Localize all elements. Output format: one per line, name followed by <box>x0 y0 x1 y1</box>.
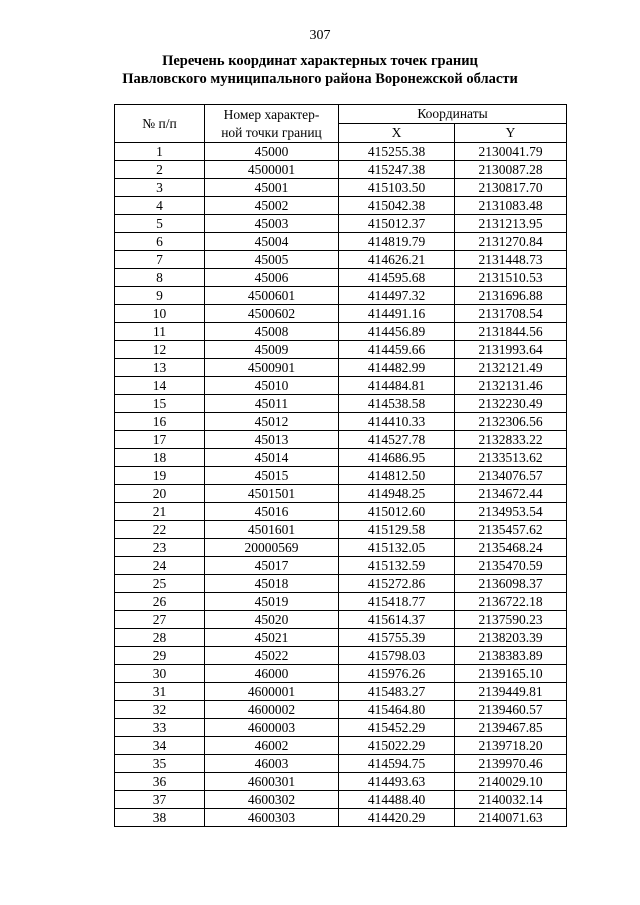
table-row <box>115 539 567 557</box>
page-number: 307 <box>309 28 331 43</box>
table-row <box>115 503 567 521</box>
document-title-line-1: Перечень координат характерных точек границ <box>162 53 478 69</box>
cell-y-coordinate: 2134076.57 <box>455 467 567 485</box>
cell-x-coordinate: 414482.99 <box>339 359 455 377</box>
cell-x-coordinate: 415452.29 <box>339 719 455 737</box>
column-header-point-line-2: ной точки границ <box>221 124 322 140</box>
cell-x-coordinate: 414420.29 <box>339 809 455 827</box>
cell-point-number: 45005 <box>205 251 339 269</box>
document-title-line-2: Павловского муниципального района Воронежской области <box>122 71 518 87</box>
cell-y-coordinate: 2131510.53 <box>455 269 567 287</box>
table-row <box>115 431 567 449</box>
cell-point-number: 46002 <box>205 737 339 755</box>
cell-x-coordinate: 415042.38 <box>339 197 455 215</box>
cell-row-number: 28 <box>115 629 205 647</box>
cell-x-coordinate: 414484.81 <box>339 377 455 395</box>
table-row <box>115 449 567 467</box>
table-row <box>115 575 567 593</box>
cell-y-coordinate: 2139970.46 <box>455 755 567 773</box>
cell-x-coordinate: 414538.58 <box>339 395 455 413</box>
cell-y-coordinate: 2135457.62 <box>455 521 567 539</box>
cell-x-coordinate: 415247.38 <box>339 161 455 179</box>
cell-point-number: 45001 <box>205 179 339 197</box>
cell-x-coordinate: 414493.63 <box>339 773 455 791</box>
cell-point-number: 4600003 <box>205 719 339 737</box>
cell-x-coordinate: 414686.95 <box>339 449 455 467</box>
cell-point-number: 20000569 <box>205 539 339 557</box>
cell-point-number: 45011 <box>205 395 339 413</box>
cell-point-number: 4501601 <box>205 521 339 539</box>
cell-row-number: 1 <box>115 143 205 161</box>
cell-point-number: 4500901 <box>205 359 339 377</box>
cell-point-number: 45006 <box>205 269 339 287</box>
cell-row-number: 18 <box>115 449 205 467</box>
table-row <box>115 215 567 233</box>
cell-row-number: 25 <box>115 575 205 593</box>
cell-y-coordinate: 2134953.54 <box>455 503 567 521</box>
table-row <box>115 233 567 251</box>
table-row <box>115 413 567 431</box>
column-header-y: Y <box>455 124 567 143</box>
cell-point-number: 45022 <box>205 647 339 665</box>
cell-point-number: 45018 <box>205 575 339 593</box>
cell-x-coordinate: 415614.37 <box>339 611 455 629</box>
cell-y-coordinate: 2135470.59 <box>455 557 567 575</box>
cell-x-coordinate: 415798.03 <box>339 647 455 665</box>
cell-row-number: 7 <box>115 251 205 269</box>
table-row <box>115 629 567 647</box>
cell-y-coordinate: 2131696.88 <box>455 287 567 305</box>
cell-y-coordinate: 2138203.39 <box>455 629 567 647</box>
cell-x-coordinate: 415132.05 <box>339 539 455 557</box>
cell-point-number: 4500001 <box>205 161 339 179</box>
cell-row-number: 11 <box>115 323 205 341</box>
cell-row-number: 10 <box>115 305 205 323</box>
cell-row-number: 4 <box>115 197 205 215</box>
cell-point-number: 45016 <box>205 503 339 521</box>
table-row <box>115 179 567 197</box>
cell-y-coordinate: 2130087.28 <box>455 161 567 179</box>
table-row <box>115 665 567 683</box>
cell-y-coordinate: 2139449.81 <box>455 683 567 701</box>
table-row <box>115 773 567 791</box>
cell-row-number: 36 <box>115 773 205 791</box>
cell-row-number: 35 <box>115 755 205 773</box>
cell-point-number: 45003 <box>205 215 339 233</box>
cell-point-number: 45021 <box>205 629 339 647</box>
table-row <box>115 485 567 503</box>
table-row <box>115 197 567 215</box>
cell-x-coordinate: 415022.29 <box>339 737 455 755</box>
table-row <box>115 647 567 665</box>
cell-point-number: 4600302 <box>205 791 339 809</box>
table-row <box>115 791 567 809</box>
cell-x-coordinate: 415132.59 <box>339 557 455 575</box>
cell-x-coordinate: 415129.58 <box>339 521 455 539</box>
cell-row-number: 9 <box>115 287 205 305</box>
table-row <box>115 719 567 737</box>
cell-row-number: 27 <box>115 611 205 629</box>
cell-y-coordinate: 2138383.89 <box>455 647 567 665</box>
table-row <box>115 521 567 539</box>
cell-y-coordinate: 2131213.95 <box>455 215 567 233</box>
table-row <box>115 701 567 719</box>
cell-x-coordinate: 414626.21 <box>339 251 455 269</box>
cell-row-number: 20 <box>115 485 205 503</box>
table-row <box>115 305 567 323</box>
cell-y-coordinate: 2131844.56 <box>455 323 567 341</box>
cell-row-number: 2 <box>115 161 205 179</box>
cell-x-coordinate: 414410.33 <box>339 413 455 431</box>
table-row <box>115 251 567 269</box>
cell-row-number: 31 <box>115 683 205 701</box>
cell-y-coordinate: 2131993.64 <box>455 341 567 359</box>
cell-x-coordinate: 414497.32 <box>339 287 455 305</box>
cell-row-number: 34 <box>115 737 205 755</box>
cell-point-number: 45008 <box>205 323 339 341</box>
cell-y-coordinate: 2136722.18 <box>455 593 567 611</box>
cell-x-coordinate: 415012.60 <box>339 503 455 521</box>
cell-y-coordinate: 2131448.73 <box>455 251 567 269</box>
cell-y-coordinate: 2139460.57 <box>455 701 567 719</box>
cell-point-number: 45019 <box>205 593 339 611</box>
column-header-point-line-1: Номер характер- <box>223 106 320 122</box>
cell-y-coordinate: 2139165.10 <box>455 665 567 683</box>
cell-point-number: 45004 <box>205 233 339 251</box>
cell-point-number: 45010 <box>205 377 339 395</box>
coordinates-table <box>114 104 567 827</box>
column-header-point <box>205 105 339 143</box>
cell-x-coordinate: 415418.77 <box>339 593 455 611</box>
cell-point-number: 45009 <box>205 341 339 359</box>
cell-row-number: 21 <box>115 503 205 521</box>
table-row <box>115 359 567 377</box>
cell-y-coordinate: 2134672.44 <box>455 485 567 503</box>
cell-y-coordinate: 2130041.79 <box>455 143 567 161</box>
column-header-x: X <box>339 124 455 143</box>
cell-x-coordinate: 415012.37 <box>339 215 455 233</box>
cell-point-number: 45015 <box>205 467 339 485</box>
cell-point-number: 4501501 <box>205 485 339 503</box>
cell-row-number: 5 <box>115 215 205 233</box>
cell-row-number: 15 <box>115 395 205 413</box>
cell-x-coordinate: 414527.78 <box>339 431 455 449</box>
table-row <box>115 755 567 773</box>
cell-x-coordinate: 415976.26 <box>339 665 455 683</box>
cell-x-coordinate: 415755.39 <box>339 629 455 647</box>
table-row <box>115 323 567 341</box>
cell-row-number: 24 <box>115 557 205 575</box>
cell-y-coordinate: 2131270.84 <box>455 233 567 251</box>
cell-row-number: 38 <box>115 809 205 827</box>
table-row <box>115 341 567 359</box>
cell-y-coordinate: 2140029.10 <box>455 773 567 791</box>
table-row <box>115 161 567 179</box>
cell-row-number: 22 <box>115 521 205 539</box>
cell-x-coordinate: 415255.38 <box>339 143 455 161</box>
table-row <box>115 269 567 287</box>
document-title <box>0 52 640 88</box>
table-row <box>115 683 567 701</box>
column-header-number: № п/п <box>115 105 205 143</box>
cell-x-coordinate: 414595.68 <box>339 269 455 287</box>
cell-x-coordinate: 414812.50 <box>339 467 455 485</box>
table-row <box>115 395 567 413</box>
cell-point-number: 45020 <box>205 611 339 629</box>
cell-x-coordinate: 414594.75 <box>339 755 455 773</box>
cell-x-coordinate: 414488.40 <box>339 791 455 809</box>
cell-y-coordinate: 2131083.48 <box>455 197 567 215</box>
cell-point-number: 4600301 <box>205 773 339 791</box>
cell-y-coordinate: 2135468.24 <box>455 539 567 557</box>
cell-y-coordinate: 2139718.20 <box>455 737 567 755</box>
cell-row-number: 32 <box>115 701 205 719</box>
cell-x-coordinate: 415483.27 <box>339 683 455 701</box>
cell-row-number: 3 <box>115 179 205 197</box>
cell-y-coordinate: 2139467.85 <box>455 719 567 737</box>
cell-point-number: 45012 <box>205 413 339 431</box>
cell-point-number: 45014 <box>205 449 339 467</box>
table-body <box>115 143 567 827</box>
table-row <box>115 593 567 611</box>
cell-row-number: 12 <box>115 341 205 359</box>
cell-x-coordinate: 414459.66 <box>339 341 455 359</box>
cell-row-number: 37 <box>115 791 205 809</box>
table-row <box>115 557 567 575</box>
cell-x-coordinate: 414819.79 <box>339 233 455 251</box>
cell-row-number: 8 <box>115 269 205 287</box>
cell-x-coordinate: 414948.25 <box>339 485 455 503</box>
cell-row-number: 30 <box>115 665 205 683</box>
cell-y-coordinate: 2140032.14 <box>455 791 567 809</box>
cell-row-number: 16 <box>115 413 205 431</box>
table-row <box>115 611 567 629</box>
cell-x-coordinate: 415272.86 <box>339 575 455 593</box>
cell-y-coordinate: 2131708.54 <box>455 305 567 323</box>
cell-x-coordinate: 415464.80 <box>339 701 455 719</box>
cell-y-coordinate: 2132833.22 <box>455 431 567 449</box>
cell-row-number: 33 <box>115 719 205 737</box>
cell-y-coordinate: 2140071.63 <box>455 809 567 827</box>
cell-point-number: 45000 <box>205 143 339 161</box>
cell-point-number: 4500601 <box>205 287 339 305</box>
cell-y-coordinate: 2130817.70 <box>455 179 567 197</box>
cell-x-coordinate: 414491.16 <box>339 305 455 323</box>
cell-y-coordinate: 2132121.49 <box>455 359 567 377</box>
cell-y-coordinate: 2133513.62 <box>455 449 567 467</box>
table-row <box>115 737 567 755</box>
cell-point-number: 4600002 <box>205 701 339 719</box>
cell-y-coordinate: 2136098.37 <box>455 575 567 593</box>
column-header-coordinates: Координаты <box>339 105 567 124</box>
cell-row-number: 19 <box>115 467 205 485</box>
table-row <box>115 467 567 485</box>
cell-row-number: 13 <box>115 359 205 377</box>
cell-point-number: 46003 <box>205 755 339 773</box>
cell-y-coordinate: 2132131.46 <box>455 377 567 395</box>
cell-y-coordinate: 2132306.56 <box>455 413 567 431</box>
cell-x-coordinate: 415103.50 <box>339 179 455 197</box>
cell-row-number: 17 <box>115 431 205 449</box>
cell-point-number: 45002 <box>205 197 339 215</box>
cell-point-number: 4600303 <box>205 809 339 827</box>
cell-point-number: 45017 <box>205 557 339 575</box>
table-row <box>115 809 567 827</box>
cell-point-number: 4500602 <box>205 305 339 323</box>
table-row <box>115 287 567 305</box>
table-row <box>115 377 567 395</box>
cell-y-coordinate: 2132230.49 <box>455 395 567 413</box>
cell-point-number: 45013 <box>205 431 339 449</box>
cell-x-coordinate: 414456.89 <box>339 323 455 341</box>
table-header-row <box>115 105 567 124</box>
cell-point-number: 46000 <box>205 665 339 683</box>
cell-row-number: 29 <box>115 647 205 665</box>
cell-row-number: 23 <box>115 539 205 557</box>
cell-point-number: 4600001 <box>205 683 339 701</box>
cell-row-number: 14 <box>115 377 205 395</box>
cell-y-coordinate: 2137590.23 <box>455 611 567 629</box>
cell-row-number: 26 <box>115 593 205 611</box>
table-row <box>115 143 567 161</box>
cell-row-number: 6 <box>115 233 205 251</box>
